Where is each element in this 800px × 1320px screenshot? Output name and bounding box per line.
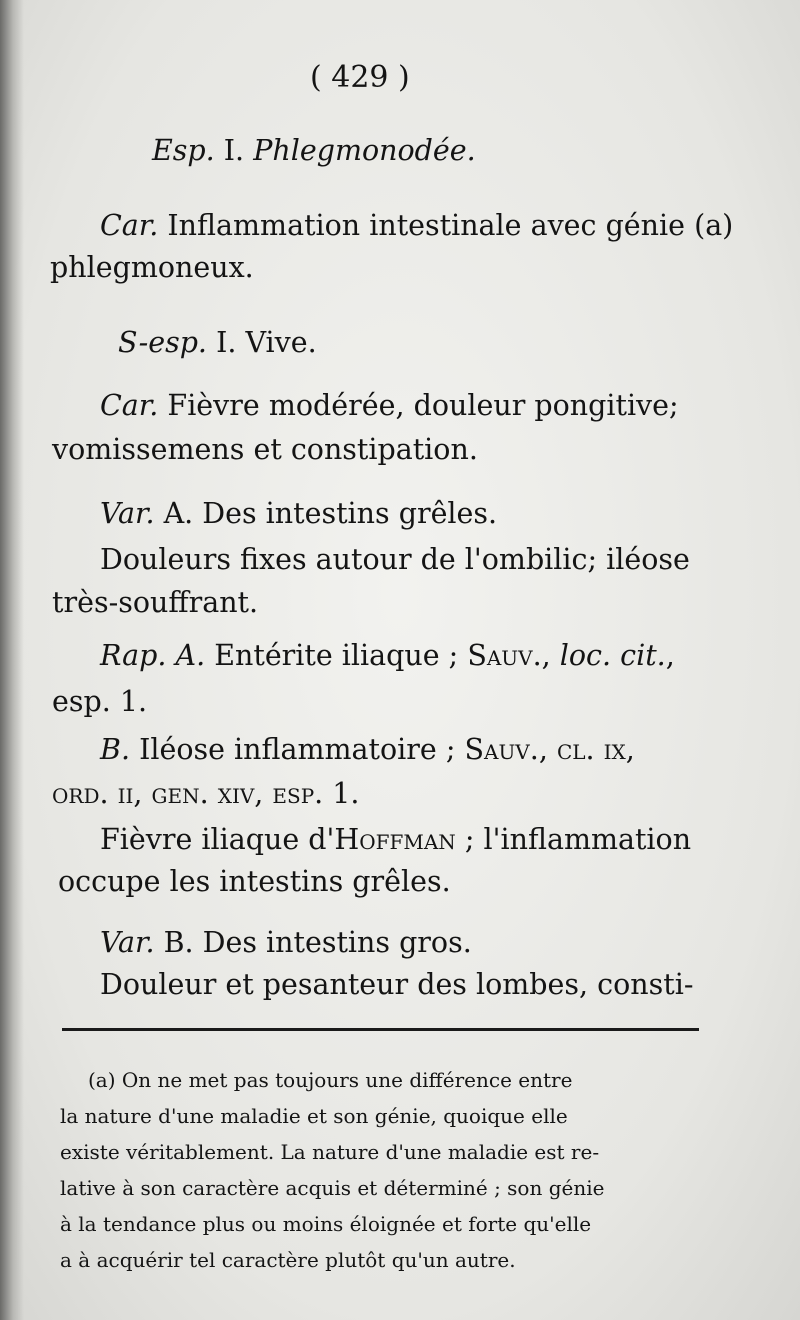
footnote-rule	[62, 1028, 699, 1031]
variety-b-label: Var.	[100, 926, 155, 959]
rapport-a-line-2: esp. 1.	[52, 685, 148, 718]
rapport-a-line-1: Rap. A. Entérite iliaque ; Sauv., loc. cit.,	[100, 639, 675, 672]
rapport-b-author: Sauv.	[464, 733, 539, 766]
subspecies-title: Vive.	[245, 326, 317, 359]
species-heading	[152, 133, 476, 169]
character-2-line-2: vomissemens et constipation.	[52, 433, 478, 466]
rapport-b-text: Iléose inflammatoire ;	[139, 733, 456, 766]
variety-a-desc-line-2: très-souffrant.	[52, 586, 259, 619]
character-2-label: Car.	[100, 389, 159, 422]
variety-b-text: B. Des intestins gros.	[163, 926, 472, 959]
character-line-1	[100, 208, 733, 244]
variety-b-heading	[100, 925, 472, 961]
character-2-line-1	[100, 388, 679, 424]
subspecies-label: S-esp.	[118, 326, 207, 359]
rapport-b-line-1: B. Iléose inflammatoire ; Sauv., cl. ix,	[100, 733, 635, 766]
variety-b-desc-line-1: Douleur et pesanteur des lombes, consti-	[100, 968, 694, 1001]
footnote-line-3: existe véritablement. La nature d'une maladie est re-	[60, 1140, 600, 1164]
character-label: Car.	[100, 209, 159, 242]
fievre-line-2: occupe les intestins grêles.	[58, 865, 451, 898]
rapport-b-line-2: ord. ii, gen. xiv, esp. 1.	[52, 777, 360, 810]
footnote-line-5: à la tendance plus ou moins éloignée et forte qu'elle	[60, 1212, 592, 1236]
footnote-line-2: la nature d'une maladie et son génie, quoique elle	[60, 1104, 568, 1128]
fievre-text: Fièvre iliaque d'	[100, 823, 335, 856]
species-numeral: I.	[223, 134, 245, 167]
rapport-b-class: cl. ix,	[556, 733, 635, 766]
character-line-2: phlegmoneux.	[50, 251, 254, 284]
character-2-text: Fièvre modérée, douleur pongitive;	[167, 389, 679, 422]
footnote-line-6: a à acquérir tel caractère plutôt qu'un autre.	[60, 1248, 516, 1272]
rapport-a-citation: loc. cit.	[559, 639, 666, 672]
variety-a-label: Var.	[100, 497, 155, 530]
rapport-a-author: Sauv.	[467, 639, 542, 672]
variety-a-heading	[100, 496, 497, 532]
variety-a-text: A. Des intestins grêles.	[163, 497, 498, 530]
variety-a-desc-line-1: Douleurs fixes autour de l'ombilic; iléose	[100, 543, 690, 576]
page-number: ( 429 )	[310, 60, 410, 95]
subspecies-heading	[118, 325, 317, 361]
rapport-a-text: Entérite iliaque ;	[214, 639, 459, 672]
fievre-author: Hoffman	[334, 823, 456, 856]
footnote-line-1: (a) On ne met pas toujours une différence entre	[88, 1068, 573, 1092]
subspecies-numeral: I.	[216, 326, 237, 359]
fievre-line-1	[100, 822, 691, 858]
species-title: Phlegmonodée.	[253, 134, 476, 167]
rapport-a-letter: A.	[175, 639, 206, 672]
page-gutter-shadow	[0, 0, 24, 1320]
species-label: Esp.	[152, 134, 215, 167]
rapport-b-letter: B.	[100, 733, 131, 766]
rapport-label: Rap.	[100, 639, 167, 672]
footnote-line-4: lative à son caractère acquis et déterminé ; son génie	[60, 1176, 605, 1200]
fievre-text-2: ; l'inflammation	[464, 823, 692, 856]
character-text: Inflammation intestinale avec génie (a)	[167, 209, 734, 242]
